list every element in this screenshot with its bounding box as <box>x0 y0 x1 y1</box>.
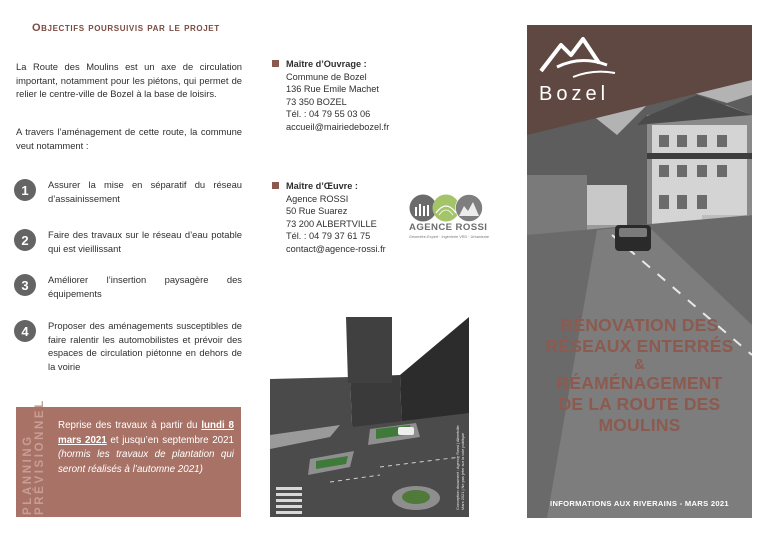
planning-label: PLANNING PRÉVISIONNEL <box>22 398 46 515</box>
render-image <box>270 317 469 517</box>
number-badge: 1 <box>14 179 36 201</box>
title-line: RÉAMÉNAGEMENT <box>556 373 723 393</box>
planning-text <box>58 419 234 477</box>
contractor-line: 50 Rue Suarez <box>286 206 348 217</box>
objective-item <box>14 228 242 255</box>
objectives-title: Objectifs poursuivis par le projet <box>32 22 220 34</box>
rossi-circles-icon <box>408 193 500 223</box>
objectives-intro: La Route des Moulins est un axe de circulation important, notamment pour les piétons, qui permet de relier le centre-ville de Bozel à la base de loisirs. <box>16 61 242 100</box>
credit-line: Conception document : Agence Rossi | Albertville <box>455 425 460 510</box>
owner-line: 73 350 BOZEL <box>286 96 347 107</box>
planning-date: lundi 8 mars 2021 <box>58 420 234 446</box>
title-line: RÉSEAUX ENTERRÉS <box>545 336 734 356</box>
number-badge: 2 <box>14 229 36 251</box>
owner-line: 136 Rue Emile Machet <box>286 84 379 95</box>
credit-line: Mars 2021 | Ne pas jeter sur la voie publique <box>460 432 465 510</box>
objective-text: Faire des travaux sur le réseau d’eau potable qui est vieillissant <box>48 229 242 254</box>
contractor-line: 73 200 ALBERTVILLE <box>286 218 377 229</box>
objective-item <box>14 319 242 373</box>
objective-text: Proposer des aménagements susceptibles de faire ralentir les automobilistes et prévoir des espaces de circulation piétonne en dehors de la voirie <box>48 320 242 372</box>
owner-email[interactable]: accueil@mairiedebozel.fr <box>286 121 390 132</box>
cover-footer: INFORMATIONS AUX RIVERAINS - MARS 2021 <box>550 499 729 508</box>
objective-text: Améliorer l’insertion paysagère des équipements <box>48 274 242 299</box>
rossi-name: AGENCE ROSSI <box>409 222 488 233</box>
title-ampersand: & <box>634 356 645 373</box>
contractor-line: Agence ROSSI <box>286 193 349 204</box>
render-credit <box>455 318 465 510</box>
owner-line: Commune de Bozel <box>286 71 367 82</box>
bullet-square-icon <box>272 182 279 189</box>
contractor-email[interactable]: contact@agence-rossi.fr <box>286 243 386 254</box>
owner-heading: Maître d’Ouvrage : <box>286 59 367 69</box>
agence-rossi-logo <box>408 193 500 241</box>
number-badge: 3 <box>14 274 36 296</box>
objective-item <box>14 178 242 205</box>
planning-note: (hormis les travaux de plantation qui seront réalisés à l’automne 2021) <box>58 449 234 475</box>
title-line: RÉNOVATION DES <box>560 315 719 335</box>
owner-phone: Tél. : 04 79 55 03 06 <box>286 109 371 120</box>
street-3d-render <box>270 317 469 517</box>
planning-box <box>16 398 241 517</box>
objective-text: Assurer la mise en séparatif du réseau d’assainissement <box>48 179 242 204</box>
title-line: DE LA ROUTE DES <box>558 394 721 414</box>
planning-text-start: Reprise des travaux à partir du <box>58 420 202 431</box>
planning-text-end: et jusqu’en septembre 2021 <box>106 434 234 446</box>
number-badge: 4 <box>14 320 36 342</box>
contractor-phone: Tél. : 04 79 37 61 75 <box>286 231 371 242</box>
rossi-subtitle: Géomètre-Expert · Ingénierie VRD · Urbanisme <box>409 235 489 239</box>
cover-panel <box>527 25 752 518</box>
cover-title <box>527 315 752 436</box>
contractor-heading: Maître d’Œuvre : <box>286 181 358 191</box>
title-line: MOULINS <box>598 415 681 435</box>
bullet-square-icon <box>272 60 279 67</box>
bozel-mountain-icon <box>537 33 627 83</box>
objective-item <box>14 273 242 300</box>
bozel-logo-text: Bozel <box>539 83 610 105</box>
objectives-lead: A travers l’aménagement de cette route, la commune veut notamment : <box>16 126 242 151</box>
